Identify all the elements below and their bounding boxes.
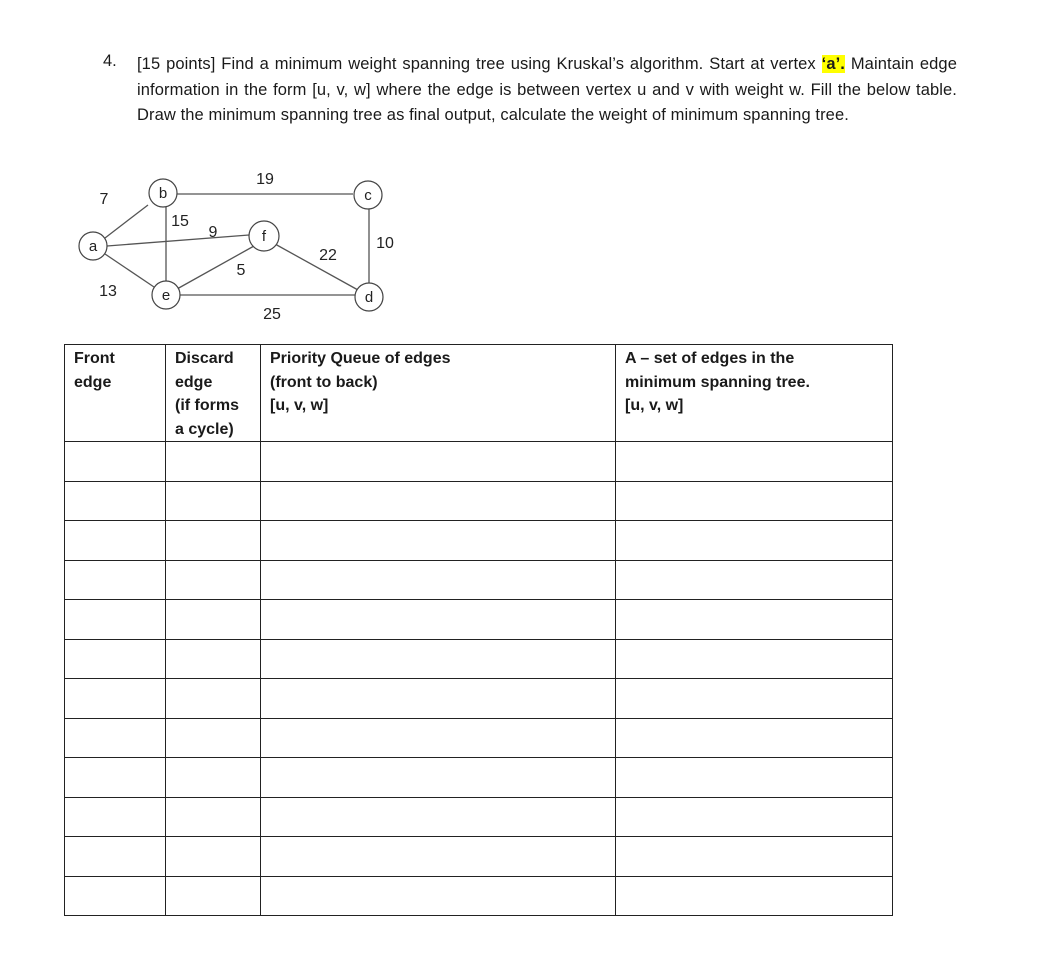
table-row [65, 718, 893, 758]
weight-a-e: 13 [99, 283, 117, 300]
front-edge-cell[interactable] [65, 837, 166, 877]
discard-edge-cell[interactable] [166, 718, 261, 758]
front-edge-cell[interactable] [65, 876, 166, 916]
vertex-f-label: f [261, 228, 267, 245]
priority-queue-cell[interactable] [261, 876, 616, 916]
discard-edge-cell[interactable] [166, 679, 261, 719]
discard-edge-cell[interactable] [166, 600, 261, 640]
vertex-b-label: b [158, 185, 168, 202]
mst-set-cell[interactable] [616, 837, 893, 877]
header-mst-set: A – set of edges in the minimum spanning tree. [u, v, w] [616, 345, 893, 442]
priority-queue-cell[interactable] [261, 718, 616, 758]
front-edge-cell[interactable] [65, 560, 166, 600]
front-edge-cell[interactable] [65, 718, 166, 758]
highlighted-start-vertex: ‘a’. [821, 55, 845, 73]
table-row [65, 758, 893, 798]
priority-queue-cell[interactable] [261, 797, 616, 837]
question-number: 4. [103, 52, 117, 70]
header-priority-queue: Priority Queue of edges (front to back) [u, v, w] [261, 345, 616, 442]
table-row [65, 876, 893, 916]
priority-queue-cell[interactable] [261, 600, 616, 640]
discard-edge-cell[interactable] [166, 837, 261, 877]
discard-edge-cell[interactable] [166, 481, 261, 521]
mst-set-cell[interactable] [616, 797, 893, 837]
header-front-edge: Front edge [65, 345, 166, 442]
vertex-c-label: c [364, 187, 372, 204]
question-text-before: Find a minimum weight spanning tree using Kruskal’s algorithm. Start at vertex [215, 55, 822, 73]
weight-a-b: 7 [99, 191, 109, 208]
front-edge-cell[interactable] [65, 600, 166, 640]
edge-a-f [107, 235, 249, 246]
discard-edge-cell[interactable] [166, 560, 261, 600]
vertex-a-label: a [88, 238, 98, 255]
front-edge-cell[interactable] [65, 521, 166, 561]
table-row [65, 837, 893, 877]
priority-queue-cell[interactable] [261, 481, 616, 521]
weight-e-f: 5 [236, 262, 246, 279]
header-discard-edge: Discard edge (if forms a cycle) [166, 345, 261, 442]
mst-set-cell[interactable] [616, 639, 893, 679]
weight-b-c: 19 [256, 171, 274, 188]
header-row [65, 345, 893, 442]
table-row [65, 600, 893, 640]
table-row [65, 797, 893, 837]
edge-a-b [105, 205, 148, 238]
priority-queue-cell[interactable] [261, 560, 616, 600]
mst-set-cell[interactable] [616, 481, 893, 521]
weight-f-d: 22 [319, 247, 337, 264]
front-edge-cell[interactable] [65, 442, 166, 482]
kruskal-table [64, 344, 893, 916]
discard-edge-cell[interactable] [166, 876, 261, 916]
weight-b-e: 15 [171, 213, 189, 230]
graph-diagram [60, 160, 420, 335]
question-points: [15 points] [137, 55, 216, 73]
mst-set-cell[interactable] [616, 718, 893, 758]
priority-queue-cell[interactable] [261, 679, 616, 719]
weight-c-d: 10 [376, 235, 394, 252]
weight-a-f: 9 [208, 224, 218, 241]
edge-f-d [275, 244, 358, 290]
front-edge-cell[interactable] [65, 758, 166, 798]
weight-e-d: 25 [263, 306, 281, 323]
discard-edge-cell[interactable] [166, 521, 261, 561]
priority-queue-cell[interactable] [261, 639, 616, 679]
discard-edge-cell[interactable] [166, 442, 261, 482]
priority-queue-cell[interactable] [261, 758, 616, 798]
mst-set-cell[interactable] [616, 600, 893, 640]
priority-queue-cell[interactable] [261, 442, 616, 482]
vertex-e-label: e [161, 287, 171, 304]
discard-edge-cell[interactable] [166, 797, 261, 837]
mst-set-cell[interactable] [616, 758, 893, 798]
discard-edge-cell[interactable] [166, 758, 261, 798]
mst-set-cell[interactable] [616, 521, 893, 561]
table-row [65, 560, 893, 600]
table-row [65, 481, 893, 521]
table-row [65, 639, 893, 679]
table-row [65, 442, 893, 482]
mst-set-cell[interactable] [616, 442, 893, 482]
mst-set-cell[interactable] [616, 679, 893, 719]
discard-edge-cell[interactable] [166, 639, 261, 679]
priority-queue-cell[interactable] [261, 837, 616, 877]
question-text-after: Maintain edge information in the form [u, v, w] where the edge is between vertex u and v with weight w. Fill the below table. Draw the minimum spanning tree as final output, calculate the weight of minimum spanning tree. [137, 55, 957, 124]
question-text [137, 52, 957, 129]
table-row [65, 679, 893, 719]
front-edge-cell[interactable] [65, 679, 166, 719]
mst-set-cell[interactable] [616, 876, 893, 916]
mst-set-cell[interactable] [616, 560, 893, 600]
front-edge-cell[interactable] [65, 797, 166, 837]
vertex-d-label: d [364, 289, 374, 306]
front-edge-cell[interactable] [65, 639, 166, 679]
table-row [65, 521, 893, 561]
priority-queue-cell[interactable] [261, 521, 616, 561]
front-edge-cell[interactable] [65, 481, 166, 521]
